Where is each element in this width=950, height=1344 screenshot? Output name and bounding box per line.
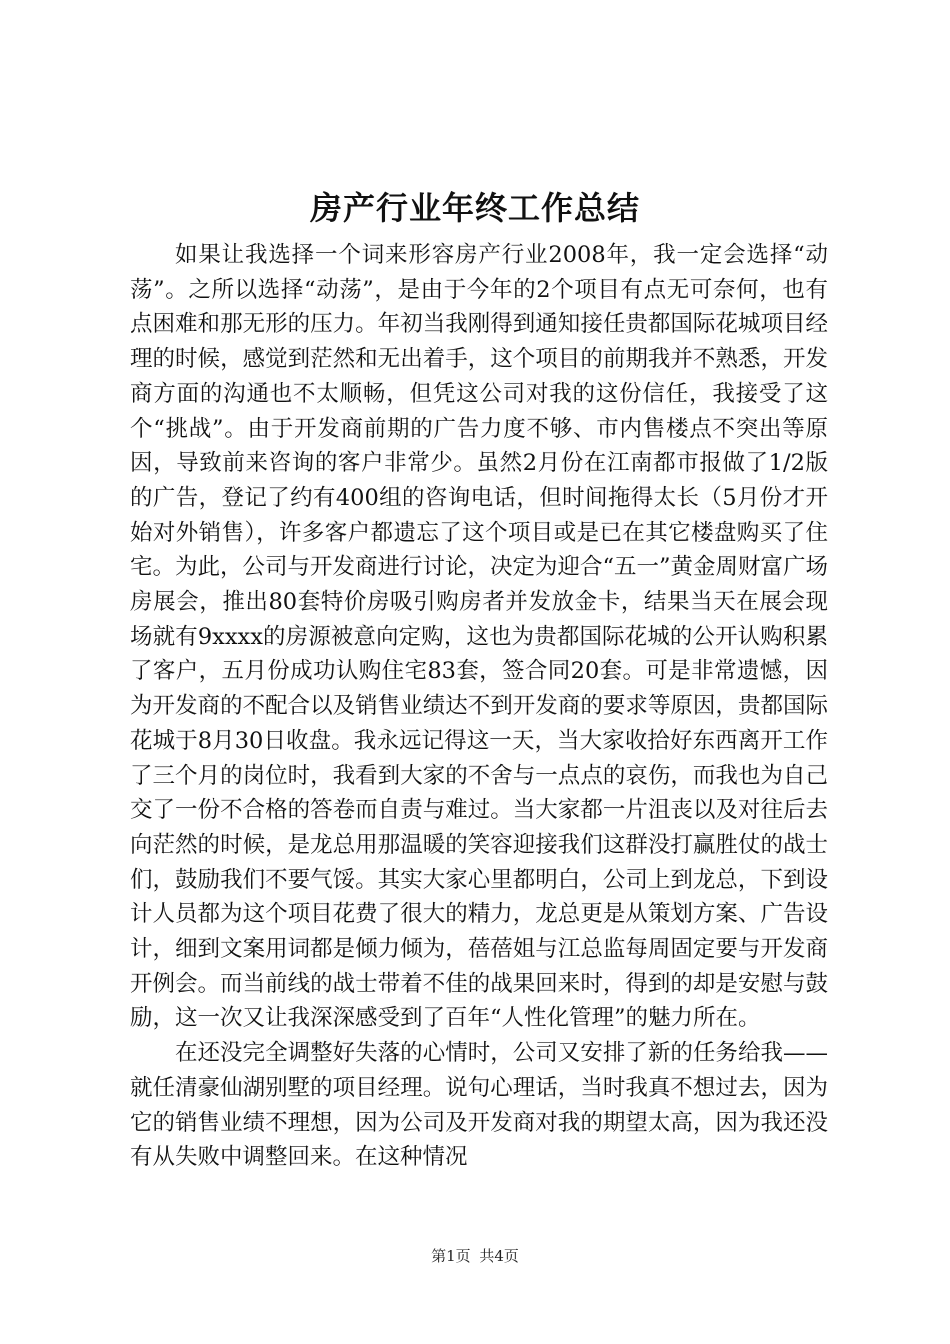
document-title: 房产行业年终工作总结 xyxy=(309,189,640,227)
body-paragraph-1: 如果让我选择一个词来形容房产行业2008年，我一定会选择“动荡”。之所以选择“动荡”，是由于今年的2个项目有点无可奈何，也有点困难和那无形的压力。年初当我刚得到通知接任贵都国际花城项目经理的时候，感觉到茫然和无出着手，这个项目的前期我并不熟悉，开发商方面的沟通也不太顺畅，但凭这公司对我的这份信任，我接受了这个“挑战”。由于开发商前期的广告力度不够、市内售楼点不突出等原因，导致前来咨询的客户非常少。虽然2月份在江南都市报做了1/2版的广告，登记了约有400组的咨询电话，但时间拖得太长（5月份才开始对外销售），许多客户都遗忘了这个项目或是已在其它楼盘购买了住宅。为此，公司与开发商进行讨论，决定为迎合“五一”黄金周财富广场房展会，推出80套特价房吸引购房者并发放金卡，结果当天在展会现场就有9xxxx的房源被意向定购，这也为贵都国际花城的公开认购积累了客户，五月份成功认购住宅83套，签合同20套。可是非常遗憾，因为开发商的不配合以及销售业绩达不到开发商的要求等原因，贵都国际花城于8月30日收盘。我永远记得这一天，当大家收拾好东西离开工作了三个月的岗位时，我看到大家的不舍与一点点的哀伤，而我也为自己交了一份不合格的答卷而自责与难过。当大家都一片沮丧以及对往后去向茫然的时候，是龙总用那温暖的笑容迎接我们这群没打赢胜仗的战士们，鼓励我们不要气馁。其实大家心里都明白，公司上到龙总，下到设计人员都为这个项目花费了很大的精力，龙总更是从策划方案、广告设计，细到文案用词都是倾力倾为，蓓蓓姐与江总监每周固定要与开发商开例会。而当前线的战士带着不佳的战果回来时，得到的却是安慰与鼓励，这一次又让我深深感受到了百年“人性化管理”的魅力所在。 xyxy=(130,242,829,1032)
page-number: 第1页 xyxy=(431,1247,471,1265)
document-body xyxy=(130,238,828,1175)
body-paragraph-2: 在还没完全调整好失落的心情时，公司又安排了新的任务给我——就任清豪仙湖别墅的项目经理。说句心理话，当时我真不想过去，因为它的销售业绩不理想，因为公司及开发商对我的期望太高，因为我还没有从失败中调整回来。在这种情况 xyxy=(130,1040,828,1171)
page-footer xyxy=(0,1246,950,1266)
page-total: 共4页 xyxy=(479,1247,519,1265)
